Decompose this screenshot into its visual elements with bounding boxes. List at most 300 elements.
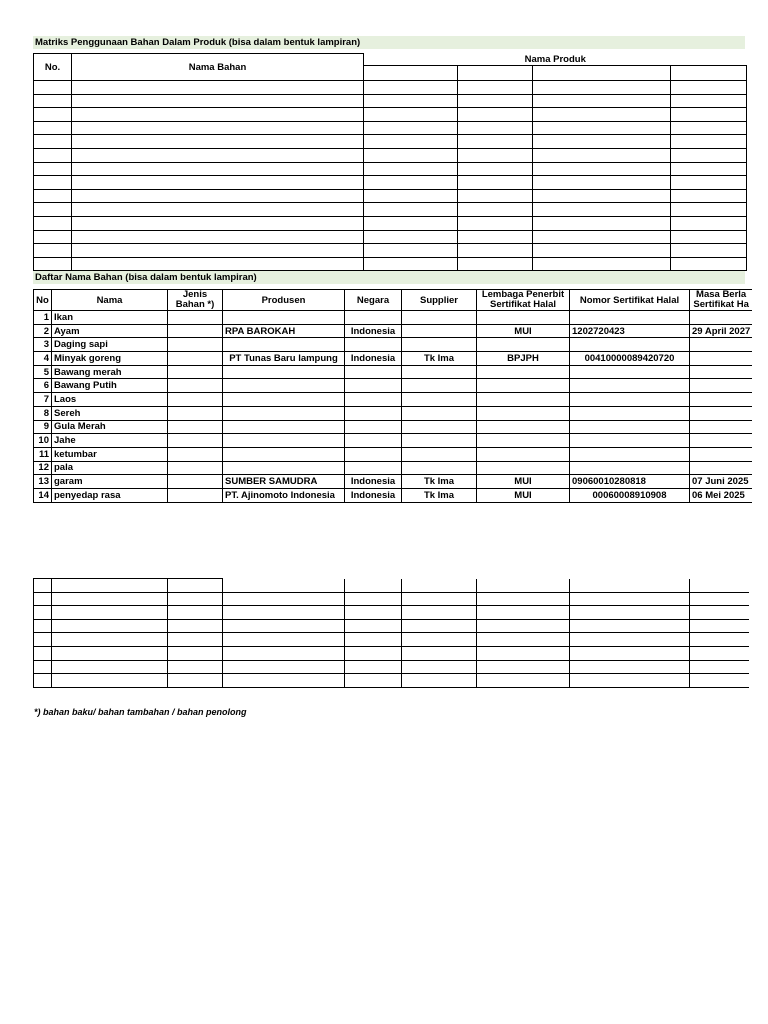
empty-grid-cell xyxy=(570,674,690,688)
empty-grid-cell xyxy=(690,660,749,674)
matrix-cell xyxy=(72,230,364,244)
empty-grid-cell xyxy=(34,592,52,606)
matrix-cell xyxy=(533,189,671,203)
matrix-cell xyxy=(458,203,533,217)
header-lembaga: Lembaga Penerbit Sertifikat Halal xyxy=(477,290,570,311)
matrix-row xyxy=(34,148,747,162)
matrix-header-row xyxy=(34,54,747,66)
cell-supplier xyxy=(402,365,477,379)
matrix-cell xyxy=(364,108,458,122)
cell-jenis xyxy=(168,420,223,434)
matrix-row xyxy=(34,81,747,95)
cell-lembaga xyxy=(477,379,570,393)
matrix-cell xyxy=(671,162,747,176)
matrix-row xyxy=(34,244,747,258)
bahan-header-row xyxy=(34,290,753,311)
table-row xyxy=(34,488,753,502)
header-no: No xyxy=(34,290,52,311)
matrix-row xyxy=(34,162,747,176)
matrix-cell xyxy=(72,148,364,162)
cell-no: 12 xyxy=(34,461,52,475)
cell-supplier xyxy=(402,338,477,352)
cell-supplier xyxy=(402,393,477,407)
cell-no: 9 xyxy=(34,420,52,434)
empty-grid-cell xyxy=(34,646,52,660)
matrix-title-band xyxy=(33,36,745,49)
cell-supplier xyxy=(402,461,477,475)
matrix-cell xyxy=(671,230,747,244)
cell-nama: Ikan xyxy=(52,311,168,325)
matrix-cell xyxy=(533,81,671,95)
cell-no: 10 xyxy=(34,434,52,448)
empty-grid-cell xyxy=(345,633,402,647)
empty-grid-cell xyxy=(690,646,749,660)
cell-jenis xyxy=(168,311,223,325)
table-row xyxy=(34,379,753,393)
cell-nomor xyxy=(570,406,690,420)
matrix-row xyxy=(34,189,747,203)
matrix-cell xyxy=(364,81,458,95)
matrix-cell xyxy=(364,162,458,176)
matrix-cell xyxy=(364,216,458,230)
cell-jenis xyxy=(168,434,223,448)
empty-grid-cell xyxy=(402,660,477,674)
matrix-cell xyxy=(72,176,364,190)
matrix-cell xyxy=(72,203,364,217)
empty-grid-cell xyxy=(52,579,168,593)
cell-masa: 29 April 2027 xyxy=(690,324,753,338)
header-produsen: Produsen xyxy=(223,290,345,311)
cell-jenis xyxy=(168,488,223,502)
cell-negara xyxy=(345,393,402,407)
matrix-cell xyxy=(533,216,671,230)
matrix-cell xyxy=(671,216,747,230)
empty-grid-cell xyxy=(168,674,223,688)
empty-grid-cell xyxy=(345,606,402,620)
header-jenis-bahan: Jenis Bahan *) xyxy=(168,290,223,311)
cell-nama: Bawang Putih xyxy=(52,379,168,393)
empty-grid-cell xyxy=(52,592,168,606)
cell-produsen xyxy=(223,393,345,407)
cell-produsen xyxy=(223,338,345,352)
bahan-body xyxy=(34,311,753,503)
cell-negara xyxy=(345,379,402,393)
empty-grid-cell xyxy=(570,633,690,647)
cell-lembaga xyxy=(477,420,570,434)
cell-masa xyxy=(690,352,753,366)
matrix-cell xyxy=(364,135,458,149)
empty-grid-row xyxy=(34,674,749,688)
cell-nomor xyxy=(570,447,690,461)
cell-jenis xyxy=(168,475,223,489)
matrix-cell xyxy=(533,162,671,176)
matrix-row xyxy=(34,216,747,230)
cell-nama: garam xyxy=(52,475,168,489)
cell-nomor xyxy=(570,393,690,407)
matrix-cell xyxy=(458,135,533,149)
matrix-cell xyxy=(671,257,747,271)
cell-jenis xyxy=(168,406,223,420)
cell-produsen xyxy=(223,447,345,461)
table-row xyxy=(34,447,753,461)
cell-lembaga xyxy=(477,461,570,475)
matrix-row xyxy=(34,203,747,217)
footnote: *) bahan baku/ bahan tambahan / bahan penolong xyxy=(34,707,247,717)
empty-grid-cell xyxy=(570,660,690,674)
cell-negara xyxy=(345,461,402,475)
matrix-cell xyxy=(458,108,533,122)
cell-supplier xyxy=(402,324,477,338)
header-masa-berlaku: Masa Berla Sertifikat Ha xyxy=(690,290,753,311)
empty-grid-cell xyxy=(402,592,477,606)
cell-nama: Gula Merah xyxy=(52,420,168,434)
matrix-cell xyxy=(72,162,364,176)
matrix-header-no: No. xyxy=(34,54,72,81)
empty-grid-cell xyxy=(402,606,477,620)
matrix-cell xyxy=(364,94,458,108)
cell-negara xyxy=(345,434,402,448)
matrix-cell xyxy=(533,108,671,122)
matrix-cell xyxy=(364,148,458,162)
cell-lembaga: BPJPH xyxy=(477,352,570,366)
empty-grid-cell xyxy=(168,579,223,593)
cell-produsen xyxy=(223,365,345,379)
empty-grid-cell xyxy=(34,579,52,593)
matrix-cell xyxy=(533,257,671,271)
empty-grid-cell xyxy=(223,674,345,688)
matrix-cell xyxy=(671,66,747,81)
matrix-cell xyxy=(458,148,533,162)
cell-masa xyxy=(690,447,753,461)
cell-lembaga xyxy=(477,365,570,379)
cell-no: 1 xyxy=(34,311,52,325)
table-row xyxy=(34,434,753,448)
cell-produsen: RPA BAROKAH xyxy=(223,324,345,338)
cell-no: 6 xyxy=(34,379,52,393)
matrix-cell xyxy=(671,244,747,258)
matrix-cell xyxy=(458,257,533,271)
empty-grid-cell xyxy=(570,646,690,660)
empty-grid-cell xyxy=(477,674,570,688)
cell-masa xyxy=(690,406,753,420)
empty-grid-cell xyxy=(402,619,477,633)
cell-lembaga: MUI xyxy=(477,324,570,338)
empty-grid-cell xyxy=(477,619,570,633)
cell-lembaga xyxy=(477,406,570,420)
cell-jenis xyxy=(168,324,223,338)
cell-lembaga xyxy=(477,311,570,325)
cell-negara xyxy=(345,406,402,420)
empty-grid-row xyxy=(34,619,749,633)
table-row xyxy=(34,406,753,420)
table-row xyxy=(34,461,753,475)
matrix-cell xyxy=(533,135,671,149)
empty-grid-cell xyxy=(570,592,690,606)
matrix-cell xyxy=(533,94,671,108)
matrix-cell xyxy=(533,203,671,217)
empty-grid-cell xyxy=(223,646,345,660)
cell-negara xyxy=(345,338,402,352)
table-row xyxy=(34,338,753,352)
matrix-row xyxy=(34,135,747,149)
empty-grid-row xyxy=(34,606,749,620)
empty-grid-cell xyxy=(52,606,168,620)
cell-negara xyxy=(345,365,402,379)
matrix-title: Matriks Penggunaan Bahan Dalam Produk (bisa dalam bentuk lampiran) xyxy=(35,37,361,48)
cell-no: 13 xyxy=(34,475,52,489)
cell-no: 8 xyxy=(34,406,52,420)
cell-negara: Indonesia xyxy=(345,324,402,338)
empty-grid-cell xyxy=(223,579,345,593)
empty-grid-cell xyxy=(345,619,402,633)
empty-grid-body xyxy=(34,579,749,688)
empty-grid-row xyxy=(34,660,749,674)
cell-masa xyxy=(690,434,753,448)
cell-nama: pala xyxy=(52,461,168,475)
header-supplier: Supplier xyxy=(402,290,477,311)
empty-grid-cell xyxy=(345,660,402,674)
cell-supplier xyxy=(402,447,477,461)
cell-supplier xyxy=(402,311,477,325)
matrix-cell xyxy=(72,216,364,230)
cell-nama: Bawang merah xyxy=(52,365,168,379)
matrix-cell xyxy=(364,257,458,271)
empty-grid-cell xyxy=(690,592,749,606)
matrix-cell xyxy=(533,176,671,190)
empty-grid-cell xyxy=(690,606,749,620)
matrix-cell xyxy=(458,216,533,230)
cell-produsen xyxy=(223,461,345,475)
empty-grid-cell xyxy=(223,660,345,674)
table-row xyxy=(34,352,753,366)
matrix-cell xyxy=(72,108,364,122)
matrix-cell xyxy=(364,230,458,244)
cell-no: 14 xyxy=(34,488,52,502)
empty-grid-cell xyxy=(570,579,690,593)
cell-no: 5 xyxy=(34,365,52,379)
empty-grid-table xyxy=(33,578,749,688)
matrix-header-nama-bahan: Nama Bahan xyxy=(72,54,364,81)
empty-grid-cell xyxy=(168,633,223,647)
empty-grid-cell xyxy=(223,592,345,606)
cell-lembaga xyxy=(477,393,570,407)
matrix-cell xyxy=(72,135,364,149)
matrix-cell xyxy=(34,203,72,217)
cell-nama: Daging sapi xyxy=(52,338,168,352)
matrix-header-nama-produk: Nama Produk xyxy=(364,54,747,66)
cell-masa xyxy=(690,393,753,407)
cell-supplier: Tk Ima xyxy=(402,352,477,366)
cell-produsen: SUMBER SAMUDRA xyxy=(223,475,345,489)
matrix-cell xyxy=(671,148,747,162)
matrix-cell xyxy=(34,162,72,176)
cell-produsen xyxy=(223,434,345,448)
empty-grid-row xyxy=(34,579,749,593)
cell-negara: Indonesia xyxy=(345,475,402,489)
cell-jenis xyxy=(168,461,223,475)
cell-jenis xyxy=(168,338,223,352)
cell-supplier: Tk Ima xyxy=(402,488,477,502)
matrix-row xyxy=(34,108,747,122)
cell-jenis xyxy=(168,447,223,461)
matrix-cell xyxy=(458,94,533,108)
cell-jenis xyxy=(168,393,223,407)
table-row xyxy=(34,393,753,407)
matrix-cell xyxy=(34,121,72,135)
matrix-cell xyxy=(458,176,533,190)
cell-nomor: 09060010280818 xyxy=(570,475,690,489)
empty-grid-cell xyxy=(52,674,168,688)
empty-grid-cell xyxy=(223,633,345,647)
cell-masa: 06 Mei 2025 xyxy=(690,488,753,502)
cell-negara xyxy=(345,420,402,434)
empty-grid-cell xyxy=(168,646,223,660)
matrix-body xyxy=(34,81,747,271)
empty-grid-cell xyxy=(34,619,52,633)
daftar-title-band xyxy=(33,271,745,284)
empty-grid-cell xyxy=(52,619,168,633)
header-nama: Nama xyxy=(52,290,168,311)
cell-masa xyxy=(690,365,753,379)
cell-masa xyxy=(690,379,753,393)
cell-negara: Indonesia xyxy=(345,488,402,502)
bahan-table xyxy=(33,289,752,503)
matrix-cell xyxy=(458,189,533,203)
cell-masa xyxy=(690,461,753,475)
empty-grid-cell xyxy=(223,606,345,620)
cell-no: 7 xyxy=(34,393,52,407)
cell-supplier xyxy=(402,420,477,434)
matrix-cell xyxy=(72,121,364,135)
matrix-cell xyxy=(458,162,533,176)
matrix-row xyxy=(34,257,747,271)
cell-negara xyxy=(345,447,402,461)
cell-no: 2 xyxy=(34,324,52,338)
matrix-cell xyxy=(671,108,747,122)
empty-grid-cell xyxy=(402,646,477,660)
matrix-cell xyxy=(458,81,533,95)
cell-no: 11 xyxy=(34,447,52,461)
empty-grid-cell xyxy=(402,579,477,593)
matrix-cell xyxy=(72,189,364,203)
matrix-cell xyxy=(34,108,72,122)
cell-masa xyxy=(690,311,753,325)
cell-produsen xyxy=(223,406,345,420)
cell-supplier: Tk Ima xyxy=(402,475,477,489)
cell-produsen xyxy=(223,311,345,325)
empty-grid-cell xyxy=(690,579,749,593)
cell-nama: Ayam xyxy=(52,324,168,338)
matrix-cell xyxy=(364,176,458,190)
daftar-title: Daftar Nama Bahan (bisa dalam bentuk lampiran) xyxy=(35,272,257,283)
cell-nomor xyxy=(570,311,690,325)
empty-grid-cell xyxy=(345,674,402,688)
cell-nomor xyxy=(570,379,690,393)
empty-grid-cell xyxy=(477,646,570,660)
table-row xyxy=(34,475,753,489)
cell-produsen: PT Tunas Baru lampung xyxy=(223,352,345,366)
matrix-cell xyxy=(458,66,533,81)
cell-lembaga xyxy=(477,338,570,352)
matrix-row xyxy=(34,176,747,190)
cell-supplier xyxy=(402,379,477,393)
cell-masa xyxy=(690,420,753,434)
cell-lembaga: MUI xyxy=(477,475,570,489)
matrix-cell xyxy=(533,148,671,162)
matrix-cell xyxy=(72,244,364,258)
matrix-row xyxy=(34,121,747,135)
header-nomor-sertifikat: Nomor Sertifikat Halal xyxy=(570,290,690,311)
matrix-cell xyxy=(34,230,72,244)
matrix-cell xyxy=(34,257,72,271)
matrix-cell xyxy=(671,135,747,149)
empty-grid-row xyxy=(34,633,749,647)
matrix-cell xyxy=(671,94,747,108)
empty-grid-cell xyxy=(52,633,168,647)
matrix-cell xyxy=(364,189,458,203)
empty-grid-cell xyxy=(570,619,690,633)
cell-no: 3 xyxy=(34,338,52,352)
empty-grid-cell xyxy=(345,646,402,660)
empty-grid-cell xyxy=(570,606,690,620)
cell-supplier xyxy=(402,406,477,420)
matrix-cell xyxy=(364,121,458,135)
empty-grid-cell xyxy=(345,592,402,606)
cell-produsen: PT. Ajinomoto Indonesia xyxy=(223,488,345,502)
matrix-cell xyxy=(533,230,671,244)
cell-lembaga xyxy=(477,434,570,448)
empty-grid-cell xyxy=(34,633,52,647)
matrix-cell xyxy=(34,189,72,203)
matrix-cell xyxy=(533,66,671,81)
empty-grid-cell xyxy=(477,633,570,647)
matrix-cell xyxy=(34,135,72,149)
matrix-row xyxy=(34,94,747,108)
table-row xyxy=(34,324,753,338)
empty-grid-cell xyxy=(402,674,477,688)
empty-grid-cell xyxy=(34,606,52,620)
empty-grid-cell xyxy=(690,619,749,633)
matrix-cell xyxy=(34,81,72,95)
cell-nomor xyxy=(570,434,690,448)
matrix-cell xyxy=(364,66,458,81)
cell-negara: Indonesia xyxy=(345,352,402,366)
empty-grid-cell xyxy=(52,660,168,674)
header-negara: Negara xyxy=(345,290,402,311)
matrix-cell xyxy=(671,121,747,135)
cell-nama: Sereh xyxy=(52,406,168,420)
matrix-cell xyxy=(364,203,458,217)
matrix-cell xyxy=(671,203,747,217)
cell-nama: ketumbar xyxy=(52,447,168,461)
matrix-cell xyxy=(458,244,533,258)
empty-grid-cell xyxy=(168,606,223,620)
matrix-row xyxy=(34,230,747,244)
cell-nomor xyxy=(570,338,690,352)
cell-nomor xyxy=(570,461,690,475)
matrix-cell xyxy=(533,244,671,258)
cell-masa xyxy=(690,338,753,352)
matrix-cell xyxy=(34,148,72,162)
matrix-cell xyxy=(458,230,533,244)
matrix-cell xyxy=(34,216,72,230)
empty-grid-cell xyxy=(477,592,570,606)
cell-negara xyxy=(345,311,402,325)
empty-grid-cell xyxy=(477,660,570,674)
cell-nomor xyxy=(570,365,690,379)
cell-nama: penyedap rasa xyxy=(52,488,168,502)
matrix-table xyxy=(33,53,747,271)
